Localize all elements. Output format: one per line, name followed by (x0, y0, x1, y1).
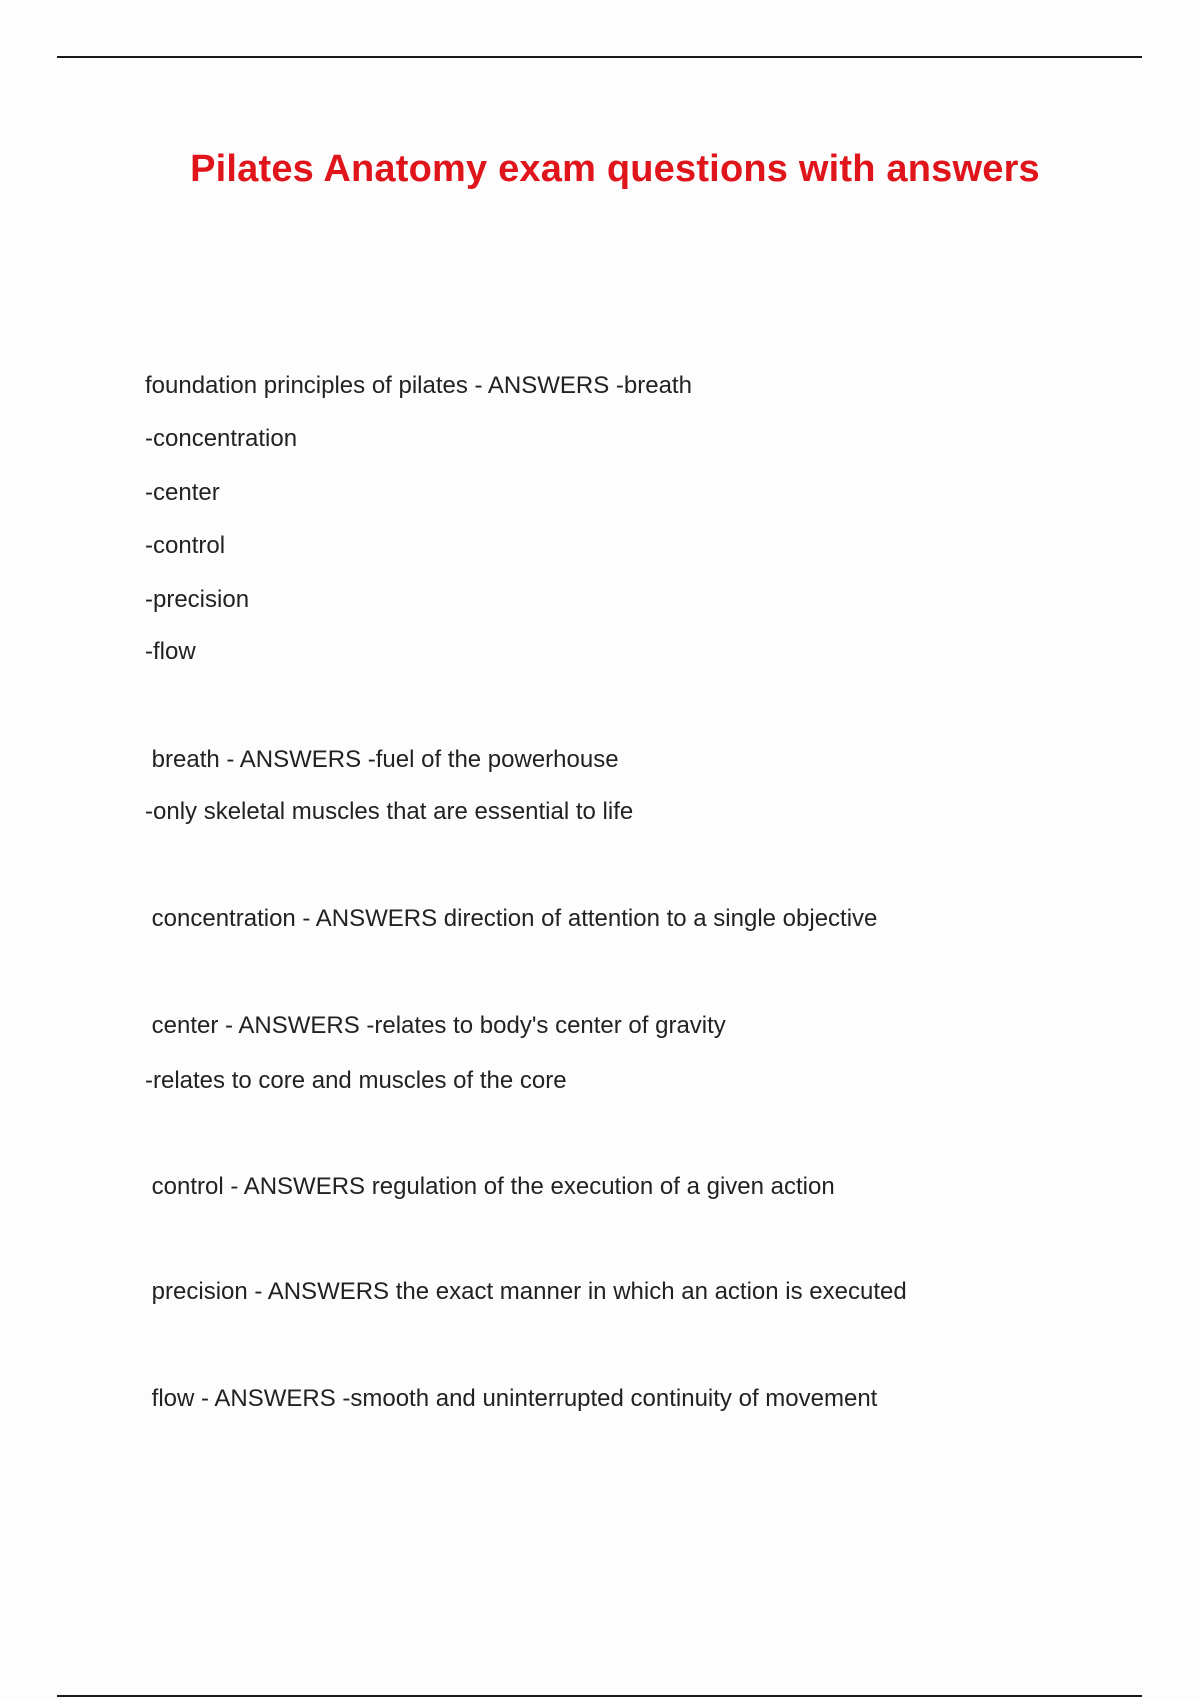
entry-1-line-5: -precision (145, 586, 250, 613)
entry-5-line-1: control - ANSWERS regulation of the execution of a given action (145, 1173, 835, 1200)
entry-3-line-1: concentration - ANSWERS direction of attention to a single objective (145, 905, 878, 932)
entry-1-line-3: -center (145, 479, 220, 506)
entry-1-line-4: -control (145, 532, 226, 559)
entry-1-line-6: -flow (145, 638, 196, 665)
entry-4-line-2: -relates to core and muscles of the core (145, 1067, 567, 1094)
entry-2-line-2: -only skeletal muscles that are essential to life (145, 798, 634, 825)
entry-4-line-1: center - ANSWERS -relates to body's center of gravity (145, 1012, 726, 1039)
entry-2-line-1: breath - ANSWERS -fuel of the powerhouse (145, 746, 619, 773)
bottom-rule (57, 1695, 1142, 1697)
entry-1-line-1: foundation principles of pilates - ANSWERS -breath (145, 372, 692, 399)
entry-6-line-1: precision - ANSWERS the exact manner in which an action is executed (145, 1278, 907, 1305)
document-title: Pilates Anatomy exam questions with answers (190, 148, 1040, 190)
entry-1-line-2: -concentration (145, 425, 298, 452)
entry-7-line-1: flow - ANSWERS -smooth and uninterrupted continuity of movement (145, 1385, 878, 1412)
top-rule (57, 56, 1142, 58)
